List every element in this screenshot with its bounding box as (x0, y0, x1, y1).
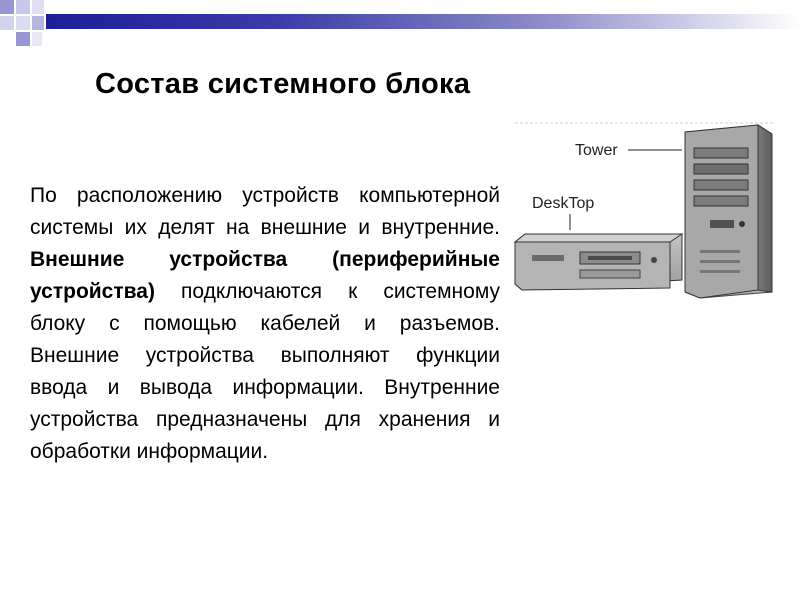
desktop-label: DeskTop (532, 195, 595, 212)
slide-title: Состав системного блока (95, 68, 471, 100)
tower-label: Tower (575, 142, 618, 159)
decor-square (16, 32, 30, 46)
decor-square (32, 16, 44, 30)
decor-square (32, 32, 42, 46)
decor-square (0, 0, 14, 14)
body-text-bold: Внешние устройства (периферийные устройства) (30, 248, 500, 303)
decor-square (0, 16, 14, 30)
slide-body-text (30, 180, 500, 468)
header-gradient-bar (46, 14, 800, 29)
decor-square (16, 0, 30, 14)
decor-square (16, 16, 30, 30)
body-text-part1: По расположению устройств компьютерной системы их делят на внешние и внутренние. (30, 184, 500, 239)
body-text-part2: подключаются к системному блоку с помощью кабелей и разъемов. Внешние устройства выполняют функции ввода и вывода информации. Внутренние устройства предназначены для хранения и обработки информации. (30, 280, 500, 463)
decor-square (32, 0, 44, 14)
computer-cases-icon (510, 120, 780, 300)
